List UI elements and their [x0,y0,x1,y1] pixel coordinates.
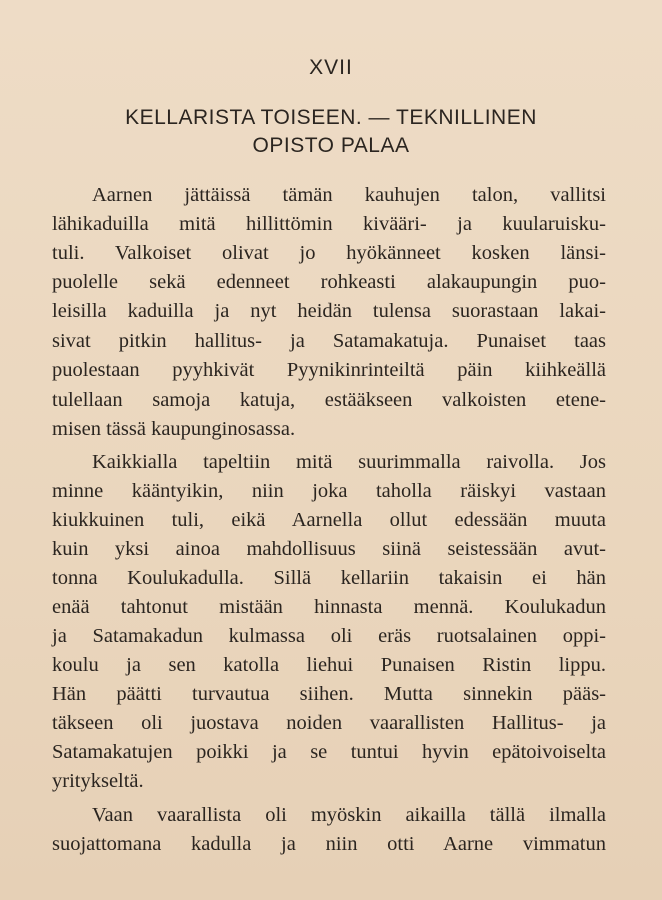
text-line: täkseen oli juostava noiden vaarallisten Hallitus- ja [52,712,606,734]
text-line: puolelle sekä edenneet rohkeasti alakaupungin puo- [52,271,606,293]
text-line: tuli. Valkoiset olivat jo hyökänneet kosken länsi- [52,242,606,264]
chapter-number: XVII [309,56,353,79]
text-line: puolestaan pyyhkivät Pyynikinrinteiltä päin kiihkeällä [52,359,606,381]
text-line: kiukkuinen tuli, eikä Aarnella ollut edessään muuta [52,509,606,531]
text-line: yritykseltä. [52,770,144,792]
text-line: Kaikkialla tapeltiin mitä suurimmalla raivolla. Jos [92,451,606,473]
text-line: lähikaduilla mitä hillittömin kivääri- ja kuularuisku- [52,213,606,235]
text-line: Hän päätti turvautua siihen. Mutta sinnekin pääs- [52,683,606,705]
text-line: leisilla kaduilla ja nyt heidän tulensa suorastaan lakai- [52,300,606,322]
text-line: tulellaan samoja katuja, estääkseen valkoisten etene- [52,389,606,411]
text-line: tonna Koulukadulla. Sillä kellariin takaisin ei hän [52,567,606,589]
text-line: Satamakatujen poikki ja se tuntui hyvin epätoivoiselta [52,741,606,763]
text-line: ja Satamakadun kulmassa oli eräs ruotsalainen oppi- [52,625,606,647]
chapter-title-line-2: OPISTO PALAA [252,134,410,157]
text-line: suojattomana kadulla ja niin otti Aarne vimmatun [52,833,606,855]
text-line: sivat pitkin hallitus- ja Satamakatuja. Punaiset taas [52,330,606,352]
text-line: minne kääntyikin, niin joka taholla räiskyi vastaan [52,480,606,502]
chapter-title-line-1: KELLARISTA TOISEEN. — TEKNILLINEN [125,106,537,129]
text-line: enää tahtonut mistään hinnasta mennä. Koulukadun [52,596,606,618]
text-line: koulu ja sen katolla liehui Punaisen Ristin lippu. [52,654,606,676]
text-line: kuin yksi ainoa mahdollisuus siinä seistessään avut- [52,538,606,560]
text-line: misen tässä kaupunginosassa. [52,418,296,440]
text-line: Aarnen jättäissä tämän kauhujen talon, vallitsi [92,184,606,206]
text-line: Vaan vaarallista oli myöskin aikailla tällä ilmalla [92,804,606,826]
